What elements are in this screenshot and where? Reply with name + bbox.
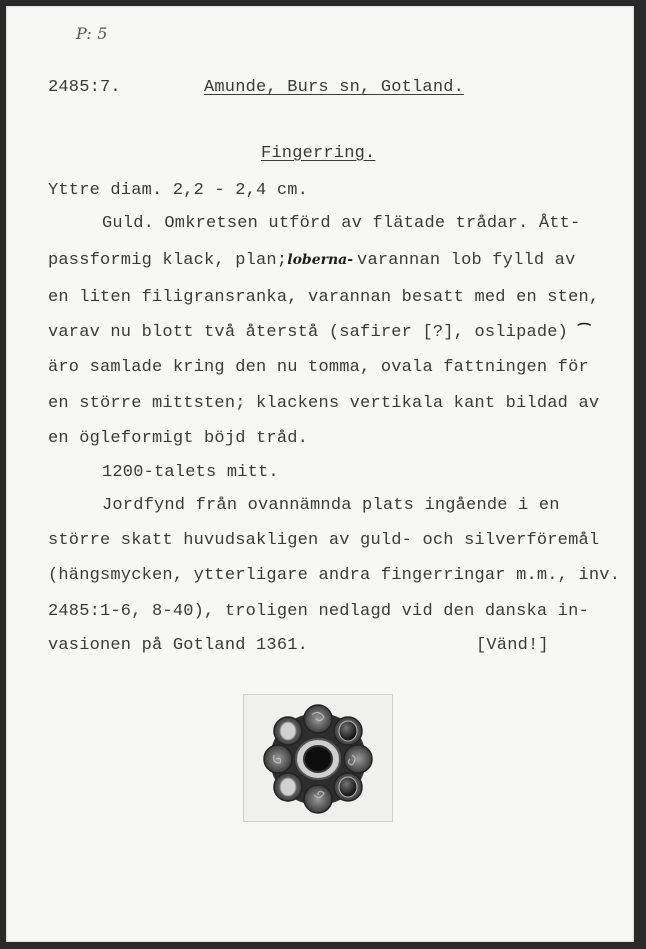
find-line-5: vasionen på Gotland 1361. <box>48 636 309 655</box>
description-line-3: en liten filigransranka, varannan besatt med en sten, <box>48 288 600 307</box>
dimensions: Yttre diam. 2,2 - 2,4 cm. <box>48 181 309 200</box>
description-line-1: Guld. Omkretsen utförd av flätade trådar. Ått- <box>102 214 581 233</box>
catalog-number: 2485:7. <box>48 78 121 97</box>
fingerring-image <box>244 695 392 821</box>
insertion-mark: ⁀ <box>578 325 590 341</box>
description-line-5: äro samlade kring den nu tomma, ovala fattningen för <box>48 358 589 377</box>
corner-note: P: 5 <box>76 24 108 43</box>
find-line-1: Jordfynd från ovannämnda plats ingående i en <box>102 496 560 515</box>
fingerring-photo <box>243 694 393 822</box>
catalog-card <box>6 6 634 942</box>
description-line-6: en större mittsten; klackens vertikala kant bildad av <box>48 394 600 413</box>
turn-note: [Vänd!] <box>476 636 549 655</box>
object-title: Fingerring. <box>261 144 376 163</box>
find-line-2: större skatt huvudsakligen av guld- och silverföremål <box>48 531 600 550</box>
handwritten-insert: loberna- <box>287 252 354 268</box>
description-line-7: en ögleformigt böjd tråd. <box>48 429 309 448</box>
find-line-3: (hängsmycken, ytterligare andra fingerringar m.m., inv. <box>48 566 621 585</box>
description-line-2 <box>48 251 575 270</box>
description-line-2b: varannan lob fylld av <box>357 251 576 270</box>
find-line-4: 2485:1-6, 8-40), troligen nedlagd vid den danska in- <box>48 602 589 621</box>
find-site: Amunde, Burs sn, Gotland. <box>204 78 465 97</box>
description-line-4-text: varav nu blott två återstå (safirer [?], oslipade) <box>48 323 569 342</box>
dating: 1200-talets mitt. <box>102 463 279 482</box>
description-line-4 <box>48 323 590 342</box>
description-line-2a: passformig klack, plan; <box>48 251 288 270</box>
